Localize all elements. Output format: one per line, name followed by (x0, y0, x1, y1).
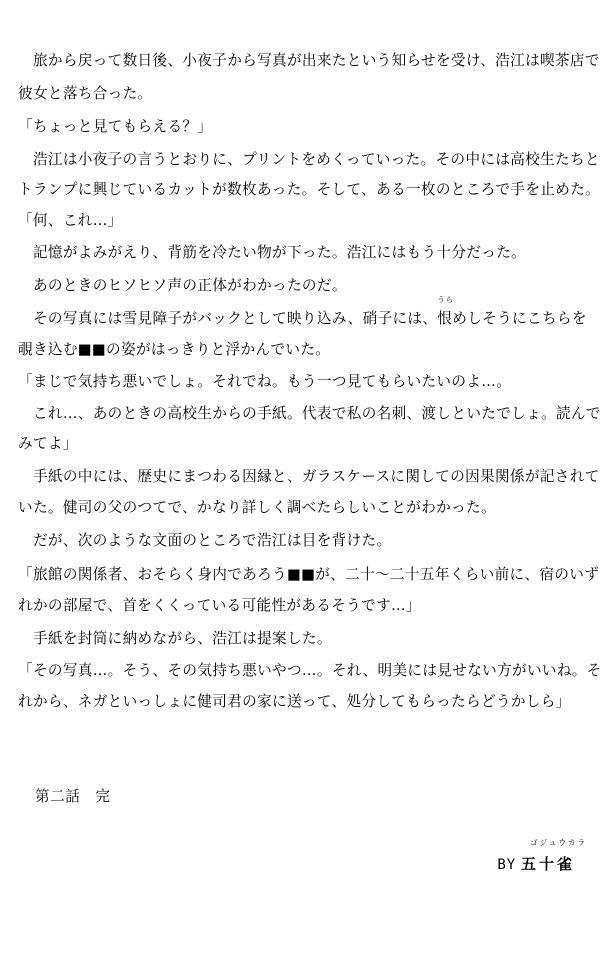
story-line: れかの部屋で、首をくくっている可能性があるそうです…」 (18, 597, 421, 614)
ruby-line-after: めしそうにこちらを (452, 310, 587, 327)
story-line: いた。健司の父のつてで、かなり詳しく調べたらしいことがわかった。 (18, 499, 496, 516)
story-line: 浩江は小夜子の言うとおりに、プリントをめくっていった。その中には高校生たちと (18, 151, 600, 168)
author-name-reading: ゴジュウカラ (530, 838, 587, 847)
story-line: あのときのヒソヒソ声の正体がわかったのだ。 (18, 277, 347, 294)
story-line: 手紙を封筒に納めながら、浩江は提案した。 (18, 630, 332, 647)
story-line: だが、次のような文面のところで浩江は目を背けた。 (18, 532, 392, 549)
story-line: 彼女と落ち合った。 (18, 85, 153, 102)
ruby-base: 恨 (437, 310, 453, 327)
story-line: れから、ネガといっしょに健司君の家に送って、処分してもらったらどうかしら」 (18, 693, 571, 710)
author-name: 五十雀 (520, 855, 575, 873)
story-line: 覗き込む■■の姿がはっきりと浮かんでいた。 (18, 341, 331, 358)
story-line-with-ruby (18, 295, 598, 329)
story-line: トランプに興じているカットが数枚あった。そして、ある一枚のところで手を止めた。 (18, 181, 601, 198)
story-line: みてよ」 (18, 435, 78, 452)
story-line: 旅から戻って数日後、小夜子から写真が出来たという知らせを受け、浩江は喫茶店で (18, 52, 600, 69)
story-line: 「旅館の関係者、おそらく身内であろう■■が、二十～二十五年くらい前に、宿のいず (18, 566, 600, 583)
ruby-group (437, 295, 455, 329)
story-line: 手紙の中には、歴史にまつわる因縁と、ガラスケースに関しての因果関係が記されて (18, 468, 600, 485)
author-credit (497, 854, 575, 875)
story-line: 記憶がよみがえり、背筋を冷たい物が下った。浩江にはもう十分だった。 (18, 244, 527, 261)
author-prefix: BY (497, 857, 517, 873)
story-line: 「その写真…。そう、その気持ち悪いやつ…。それ、明美には見せない方がいいね。そ (18, 662, 602, 679)
ruby-reading: うら (437, 295, 455, 304)
story-line: 「何、これ…」 (18, 212, 123, 229)
ruby-line-before: その写真には雪見障子がバックとして映り込み、硝子には、 (18, 310, 438, 327)
story-line: これ…、あのときの高校生からの手紙。代表で私の名刺、渡しといたでしょ。読んで (18, 405, 601, 422)
story-line: 「まじで気持ち悪いでしょ。それでね。もう一つ見てもらいたいのよ…。 (18, 373, 512, 390)
chapter-end-label: 第二話 完 (35, 788, 111, 805)
story-line: 「ちょっと見てもらえる？」 (18, 118, 213, 135)
